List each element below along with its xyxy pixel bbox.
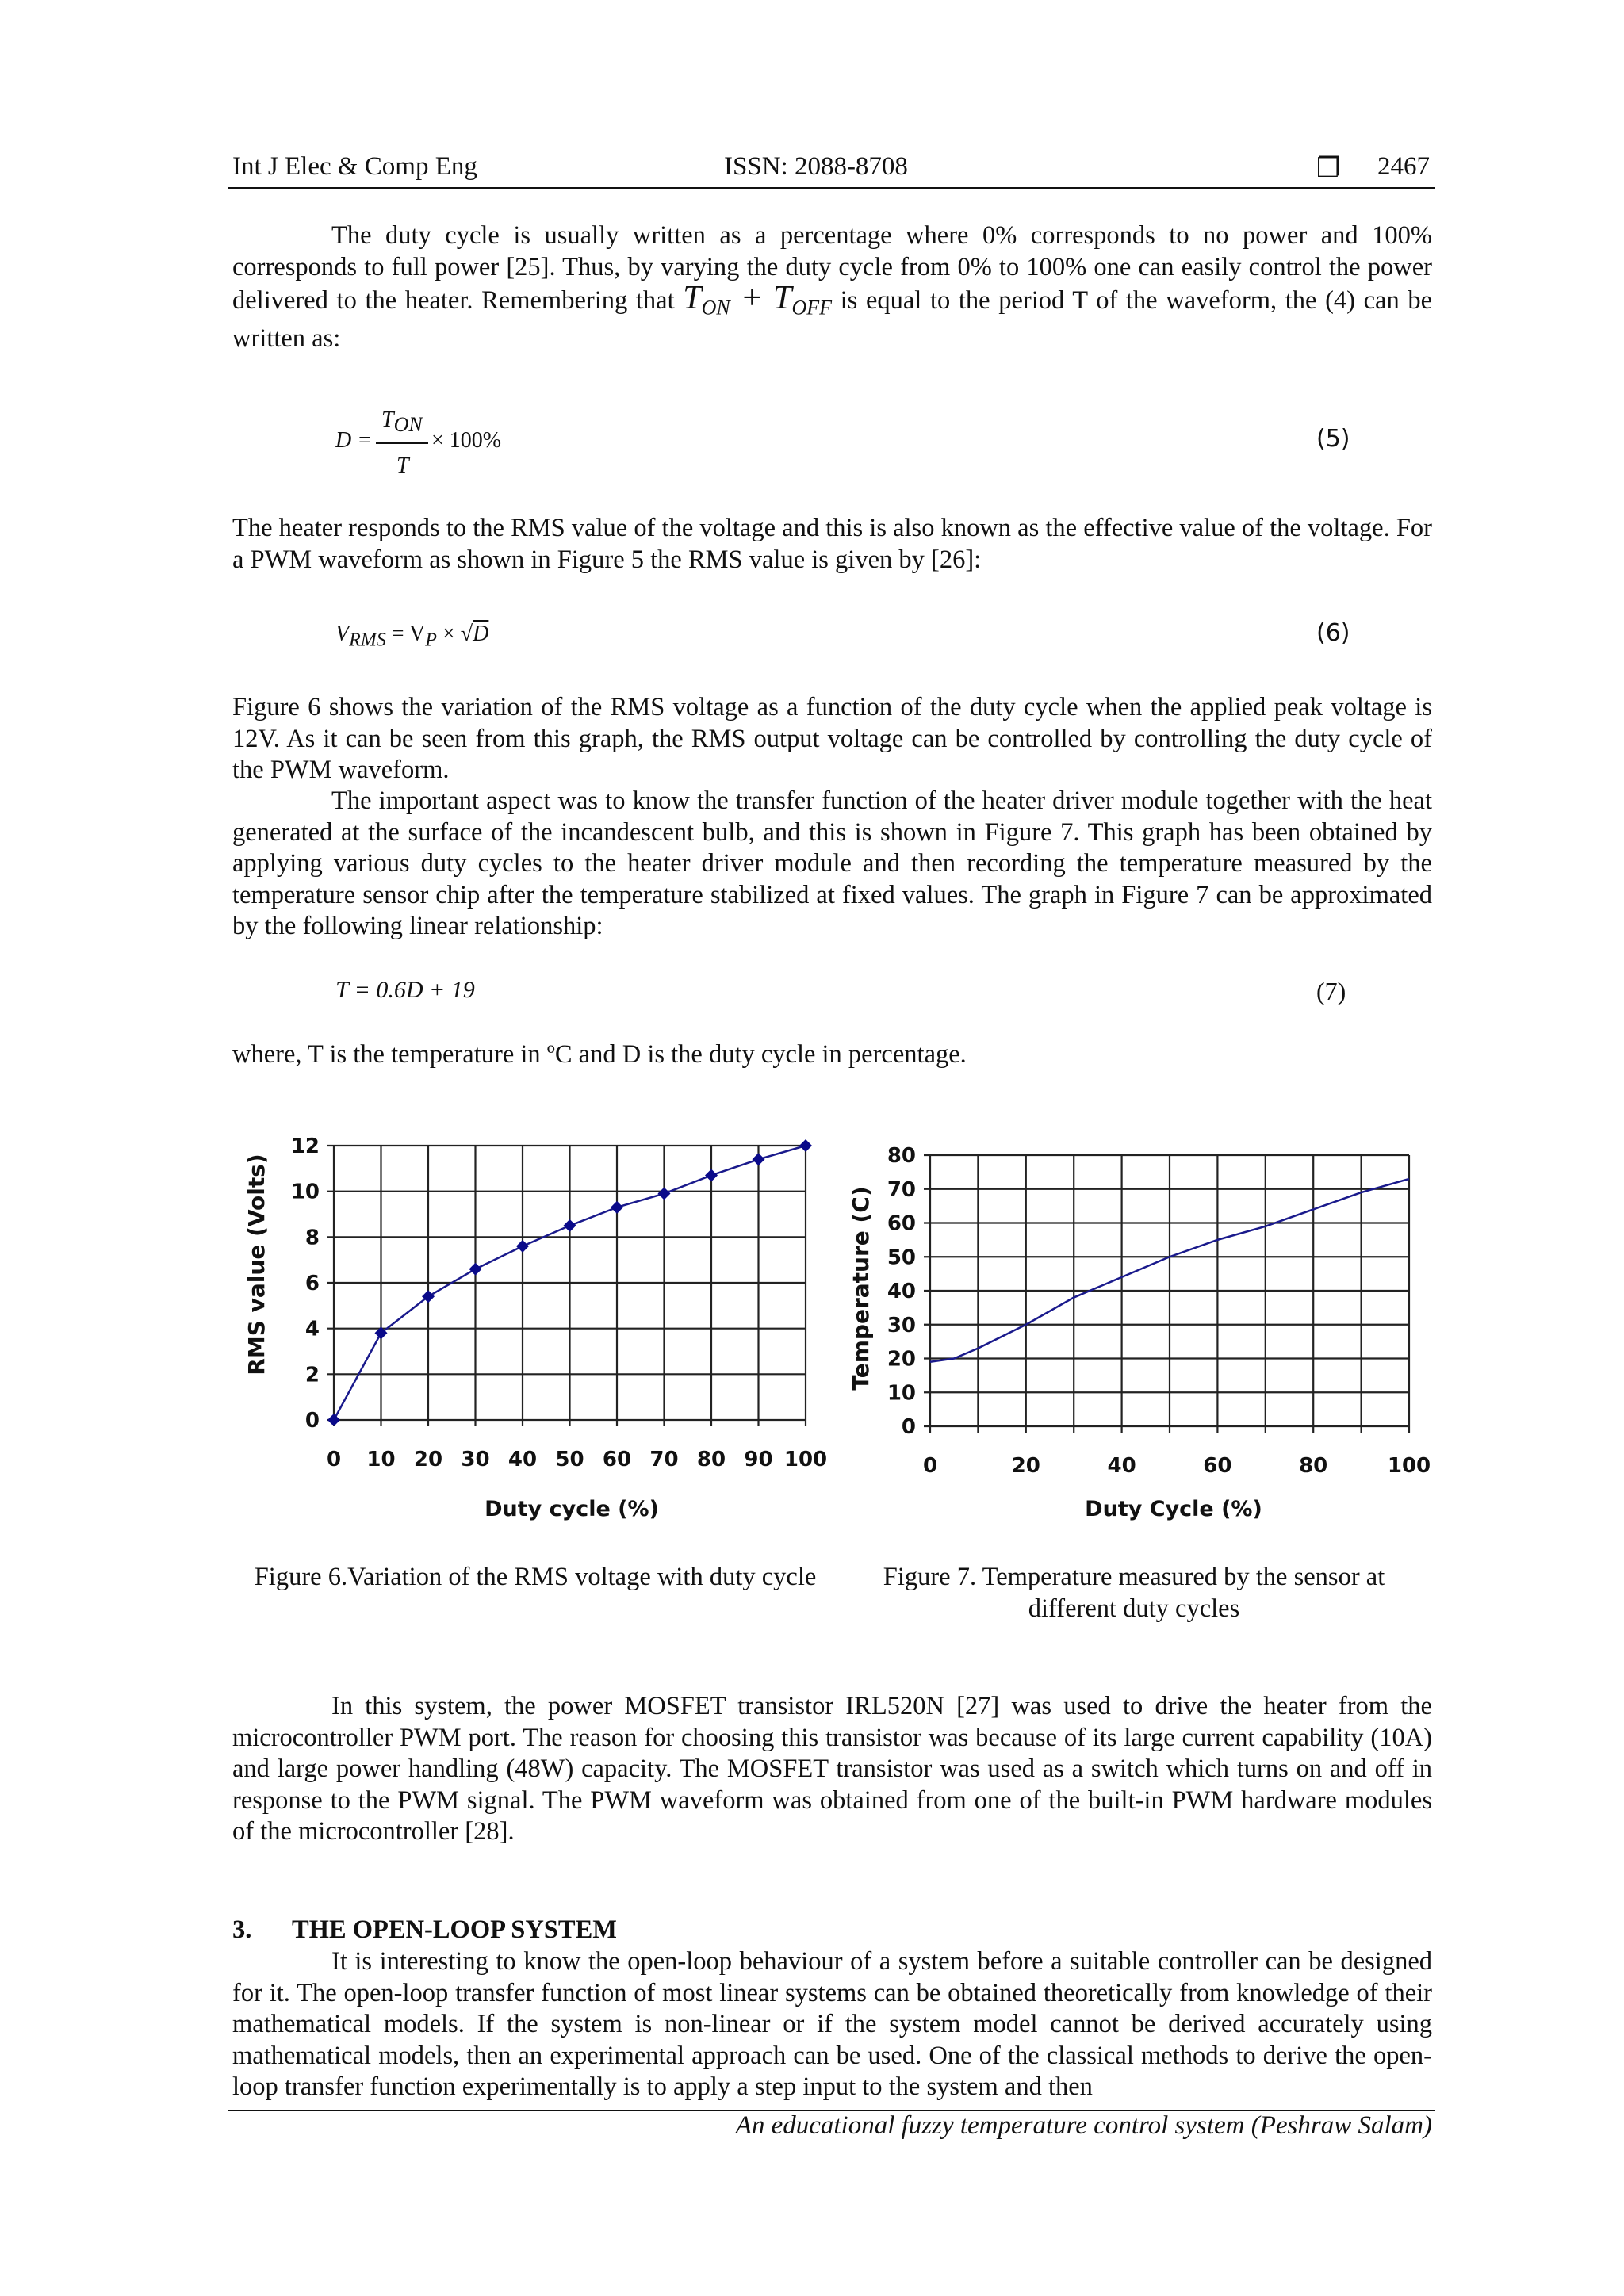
y-tick-label: 4 [304,1317,320,1341]
y-tick-label: 60 [887,1211,916,1236]
y-tick-label: 8 [304,1226,320,1250]
eq5-num-t: T [381,408,394,432]
eq6-v1: V [335,622,350,646]
box-icon: ❐ [1316,152,1341,184]
sub-off: OFF [791,296,833,320]
eq6-number: (6) [1316,619,1350,647]
eq6-d: D [473,622,489,646]
eq5-num-sub: ON [393,413,423,436]
eq5-numerator [381,408,423,436]
eq5-number: (5) [1316,425,1350,453]
x-tick-label: 40 [508,1448,538,1471]
math-t-on: T [683,280,702,316]
figure7-xlabel: Duty Cycle (%) [1085,1497,1262,1521]
x-tick-label: 30 [461,1448,490,1471]
y-tick-label: 0 [304,1409,320,1433]
page-number: 2467 [1377,152,1430,181]
y-tick-label: 12 [290,1135,320,1158]
data-point [564,1219,576,1232]
eq7-number: (7) [1316,977,1346,1005]
y-tick-label: 0 [901,1415,916,1439]
x-tick-label: 90 [744,1448,773,1471]
header-rule [228,187,1435,189]
paragraph-transfer: The important aspect was to know the transfer function of the heater driver module together with the heat generated at the surface of the incandescent bulb, and this is shown in Figure 7. This graph has been obtained by applying various duty cycles to the heater driver module and then recording the temperature measured by the temperature sensor chip after the temperature stabilized at fixed values. The graph in Figure 7 can be approximated by the following linear relationship: [232,786,1432,940]
x-tick-label: 0 [326,1448,342,1471]
math-plus-t-off: + T [730,280,792,316]
eq6-times-sqrt: × √ [436,622,473,646]
eq5-times: × 100% [431,428,502,453]
x-tick-label: 60 [602,1448,632,1471]
paragraph-duty-cycle [232,220,1432,355]
eq6-expression [335,622,488,652]
x-tick-label: 70 [649,1448,679,1471]
figure6-xlabel: Duty cycle (%) [485,1497,659,1521]
eq5-lhs: D = [335,428,373,453]
issn: ISSN: 2088-8708 [724,152,908,181]
y-tick-label: 30 [887,1313,916,1337]
paragraph-where: where, T is the temperature in ºC and D is the duty cycle in percentage. [232,1040,967,1069]
section3-title: THE OPEN-LOOP SYSTEM [292,1915,617,1944]
y-tick-label: 50 [887,1246,916,1270]
data-point [611,1201,623,1214]
y-tick-label: 80 [887,1144,916,1168]
x-tick-label: 80 [1299,1454,1328,1478]
para1-text-a: The duty cycle is usually written as a percentage where 0% corresponds to no power and 100% corresponds to full power [25]. Thus, by varying the duty cycle from 0% to 100% one can easily control the power delivered to the heater. Remembering that [232,221,1432,315]
x-tick-label: 50 [555,1448,584,1471]
y-tick-label: 70 [887,1177,916,1202]
figure7-grid [924,1155,1409,1433]
figure6-grid [327,1146,806,1426]
para1-text-b: is equal to the period T of the waveform, the (4) can be written as: [232,286,1433,353]
eq7-expression: T = 0.6D + 19 [335,977,475,1003]
paragraph-mosfet: In this system, the power MOSFET transistor IRL520N [27] was used to drive the heater from the microcontroller PWM port. The reason for choosing this transistor was because of its large current capability (10A) and large power handling (48W) capacity. The MOSFET transistor was used as a switch which turns on and off in response to the PWM signal. The PWM waveform was obtained from one of the built-in PWM hardware modules of the microcontroller [28]. [232,1692,1432,1846]
figure7-caption: Figure 7. Temperature measured by the sensor at different duty cycles [883,1563,1385,1623]
figure6-caption: Figure 6.Variation of the RMS voltage with duty cycle [254,1563,817,1591]
eq6-sub-rms: RMS [349,629,386,651]
y-tick-label: 40 [887,1280,916,1303]
x-tick-label: 80 [696,1448,726,1471]
x-tick-label: 0 [922,1454,938,1478]
figure7-ylabel: Temperature (C) [848,1186,874,1391]
y-tick-label: 10 [887,1381,916,1406]
eq6-sub-p: P [425,629,437,651]
eq5-denominator: T [396,453,409,478]
data-point [753,1153,765,1165]
x-tick-label: 100 [1387,1454,1431,1478]
footer-title: An educational fuzzy temperature control system (Peshraw Salam) [735,2111,1432,2140]
paragraph-open-loop: It is interesting to know the open-loop behaviour of a system before a suitable controller can be designed for it. The open-loop transfer function of most linear systems can be obtained theoretically from knowledge of their mathematical models. If the system is non-linear or if the system model cannot be derived accurately using mathematical models, then an experimental approach can be used. One of the classical methods to derive the open-loop transfer function experimentally is to apply a step input to the system and then [232,1947,1432,2101]
data-point [516,1240,529,1253]
y-tick-label: 6 [304,1272,320,1295]
journal-name: Int J Elec & Comp Eng [232,152,477,181]
eq6-mid: = V [385,622,426,646]
x-tick-label: 40 [1107,1454,1136,1478]
paragraph-rms: The heater responds to the RMS value of the voltage and this is also known as the effective value of the voltage. For a PWM waveform as shown in Figure 5 the RMS value is given by [26]: [232,514,1432,574]
data-point [327,1414,340,1426]
y-tick-label: 10 [290,1180,320,1204]
data-point [705,1169,718,1181]
x-tick-label: 100 [783,1448,828,1471]
figure6-ylabel: RMS value (Volts) [243,1154,270,1376]
sub-on: ON [701,296,730,320]
x-tick-label: 10 [366,1448,396,1471]
figure6-ticks [291,1135,827,1471]
figure6-chart [238,1122,841,1534]
x-tick-label: 20 [413,1448,443,1471]
figure7-ticks [887,1144,1431,1478]
x-tick-label: 20 [1011,1454,1040,1478]
y-tick-label: 20 [887,1347,916,1372]
y-tick-label: 2 [304,1363,320,1387]
data-point [658,1188,671,1200]
data-point [799,1139,812,1152]
eq5-fraction-bar [376,442,428,444]
x-tick-label: 60 [1203,1454,1232,1478]
section3-number: 3. [232,1915,252,1944]
paragraph-figure6: Figure 6 shows the variation of the RMS voltage as a function of the duty cycle when the applied peak voltage is 12V. As it can be seen from this graph, the RMS output voltage can be controlled by controlling the duty cycle of the PWM waveform. [232,693,1432,784]
data-point [469,1263,482,1276]
figure7-chart [847,1122,1450,1534]
